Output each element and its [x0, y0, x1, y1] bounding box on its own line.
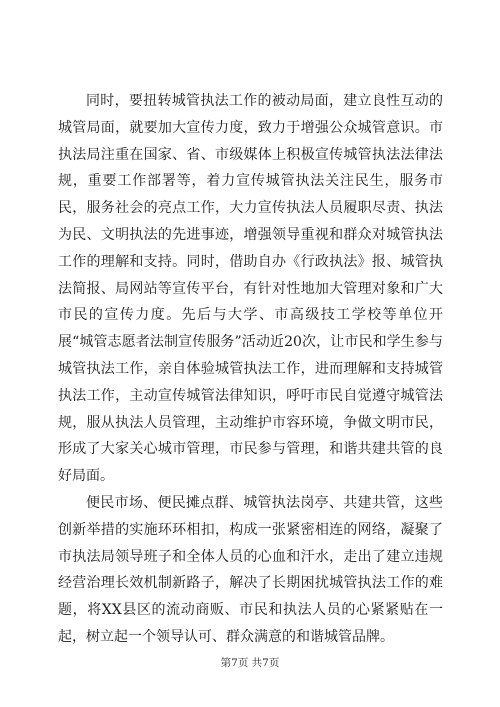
document-body: [58, 88, 443, 651]
body-paragraph-2: 便民市场、便民摊点群、城管执法岗亭、共建共管，这些创新举措的实施环环相扣，构成一张紧密相连的网络，凝聚了市执法局领导班子和全体人员的心血和汗水，走出了建立违规经营治理长效机制新路子，解决了长期困扰城管执法工作的难题，将XX县区的流动商贩、市民和执法人员的心紧紧贴在一起，树立起一个领导认可、群众满意的和谐城管品牌。: [58, 494, 443, 645]
page-footer: 第7页 共7页: [220, 657, 280, 669]
body-paragraph-1: 同时，要扭转城管执法工作的被动局面，建立良性互动的城管局面，就要加大宣传力度，致力于增强公众城管意识。市执法局注重在国家、省、市级媒体上积极宣传城管执法法律法规，重要工作部署等，着力宣传城管执法关注民生，服务市民，服务社会的亮点工作，大力宣传执法人员履职尽责、执法为民、文明执法的先进事迹，增强领导重视和群众对城管执法工作的理解和支持。同时，借助自办《行政执法》报、城管执法简报、局网站等宣传平台，有针对性地加大管理对象和广大市民的宣传力度。先后与大学、市高级技工学校等单位开展“城管志愿者法制宣传服务”活动近20次，让市民和学生参与城管执法工作，亲自体验城管执法工作，进而理解和支持城管执法工作，主动宣传城管法律知识，呼吁市民自觉遵守城管法规，服从执法人员管理，主动维护市容环境，争做文明市民，形成了大家关心城市管理，市民参与管理，和谐共建共管的良好局面。: [58, 93, 443, 485]
